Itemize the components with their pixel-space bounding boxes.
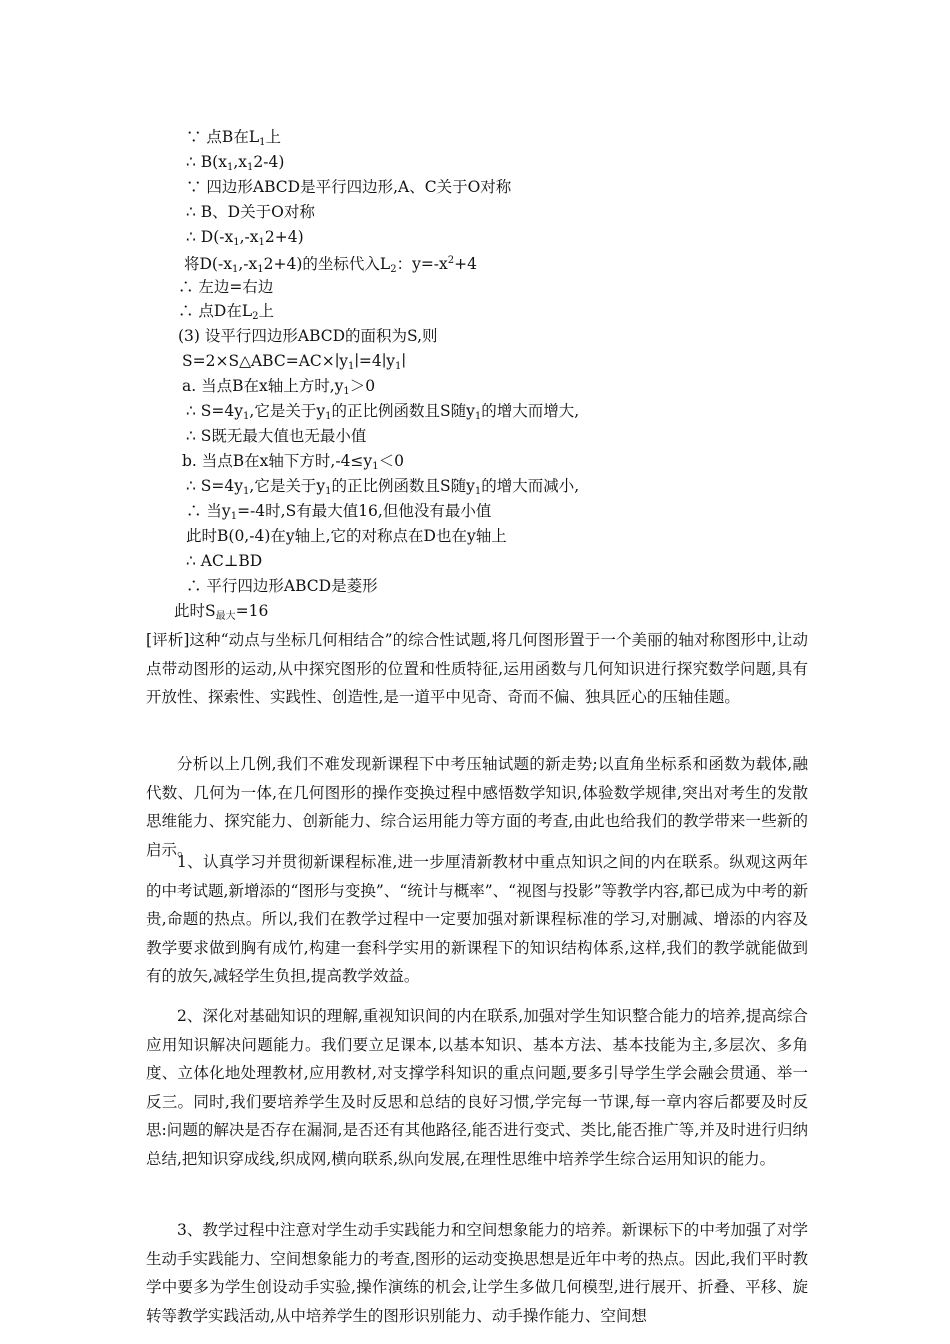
line-text: 的增大而减小, [481, 477, 580, 495]
line-text: ∴ 当y [186, 502, 231, 520]
analysis-paragraph: 分析以上几例,我们不难发现新课程下中考压轴试题的新走势;以直角坐标系和函数为载体,融代数、几何为一体,在几何图形的操作变换过程中感悟数学知识,体验数学规律,突出对考生的发散思维能力、探究能力、创新能力、综合运用能力等方面的考查,由此也给我们的教学带来一些新的启示。 [146, 755, 808, 859]
subscript: 1 [325, 411, 332, 422]
line-text: ,它是关于y [249, 477, 326, 495]
subscript: 1 [343, 386, 350, 397]
subscript: 1 [243, 411, 250, 422]
derivation-line [186, 127, 281, 153]
line-text: ,-x [238, 255, 258, 273]
point-1-paragraph: 1、认真学习并贯彻新课程标准,进一步厘清新教材中重点知识之间的内在联系。纵观这两年的中考试题,新增添的“图形与变换”、“统计与概率”、“视图与投影”等教学内容,都已成为中考的新贵,命题的热点。所以,我们在教学过程中一定要加强对新课程标准的学习,对删减、增添的内容及教学要求做到胸有成竹,构建一套科学实用的新课程下的知识结构体系,这样,我们的教学就能做到有的放矢,减轻学生负担,提高教学效益。 [146, 853, 808, 985]
line-text: 2+4)的坐标代入L [263, 255, 391, 273]
superscript: 2 [447, 255, 455, 266]
subscript: 1 [247, 162, 254, 173]
line-text: ∴ B(x [186, 153, 227, 171]
line-text: (3) 设平行四边形ABCD的面积为S,则 [178, 327, 438, 345]
line-text: 上 [258, 302, 275, 320]
derivation-line [182, 351, 406, 377]
line-text: b. 当点B在x轴下方时,-4≤y [182, 452, 373, 470]
line-text: 的增大而增大, [481, 402, 580, 420]
derivation-line [174, 601, 268, 627]
line-text: ∴ 平行四边形ABCD是菱形 [186, 577, 378, 595]
derivation-line [186, 227, 304, 253]
line-text: ,x [233, 153, 248, 171]
line-text: ,-x [239, 228, 259, 246]
subscript: 1 [395, 361, 402, 372]
line-text: 的正比例函数且S随y [331, 402, 475, 420]
derivation-line [186, 551, 262, 571]
subscript: 1 [231, 264, 239, 275]
derivation-line [186, 202, 315, 222]
derivation-line [186, 426, 366, 446]
subscript: 1 [257, 264, 264, 275]
subscript: 2 [252, 311, 259, 322]
line-text: ∴ S=4y [186, 402, 244, 420]
point-2-paragraph: 2、深化对基础知识的理解,重视知识间的内在联系,加强对学生知识整合能力的培养,提高综合应用知识解决问题能力。我们要立足课本,以基本知识、基本方法、基本技能为主,多层次、多角度、立体化地处理教材,应用教材,对支撑学科知识的重点问题,要多引导学生学会融会贯通、举一反三。同时,我们要培养学生及时反思和总结的良好习惯,学完每一节课,每一章内容后都要及时反思:问题的解决是否存在漏洞,是否还有其他路径,能否进行变式、类比,能否推广等,并及时进行归纳总结,把知识穿成线,织成网,横向联系,纵向发展,在理性思维中培养学生综合运用知识的能力。 [146, 1007, 808, 1168]
subscript: 2 [390, 264, 397, 275]
derivation-line [182, 376, 375, 402]
line-text: =16 [235, 602, 269, 620]
line-text: 此时B(0,-4)在y轴上,它的对称点在D也在y轴上 [186, 527, 507, 545]
line-text: 2-4) [253, 153, 285, 171]
derivation-line [186, 152, 284, 178]
line-text: 此时S [174, 602, 216, 620]
point-3-paragraph: 3、教学过程中注意对学生动手实践能力和空间想象能力的培养。新课标下的中考加强了对学生动手实践能力、空间想象能力的考查,图形的运动变换思想是近年中考的热点。因此,我们平时教学中要多为学生创设动手实验,操作演练的机会,让学生多做几何模型,进行展开、折叠、平移、旋转等教学实践活动,从中培养学生的图形识别能力、动手操作能力、空间想 [146, 1221, 808, 1325]
line-text: 2+4) [264, 228, 304, 246]
derivation-line [186, 177, 511, 197]
line-text: ∴ S=4y [186, 477, 244, 495]
subscript: 1 [348, 361, 355, 372]
line-text: S=2×S△ABC=AC×∣y [182, 352, 349, 370]
line-text: ∵ 四边形ABCD是平行四边形,A、C关于O对称 [186, 178, 512, 196]
derivation-line [178, 277, 273, 297]
line-text: ＜0 [378, 452, 404, 470]
line-text: 的正比例函数且S随y [331, 477, 475, 495]
subscript: 最大 [215, 611, 236, 622]
line-text: ∣ [401, 352, 406, 370]
line-text: =-4时,S有最大值16,但他没有最小值 [237, 502, 492, 520]
line-text: ：y=-x [396, 255, 448, 273]
line-text: a. 当点B在x轴上方时,y [182, 377, 344, 395]
line-text: ∴ B、D关于O对称 [186, 203, 315, 221]
line-text: ∣=4∣y [354, 352, 396, 370]
line-text: ∴ S既无最大值也无最小值 [186, 427, 367, 445]
derivation-line [178, 301, 274, 327]
subscript: 1 [259, 137, 266, 148]
derivation-line [186, 576, 378, 596]
line-text: ＞0 [349, 377, 376, 395]
review-paragraph: [评析]这种“动点与坐标几何相结合”的综合性试题,将几何图形置于一个美丽的轴对称图形中,让动点带动图形的运动,从中探究图形的位置和性质特征,运用函数与几何知识进行探究数学问题,具有开放性、探索性、实践性、创造性,是一道平中见奇、奇而不偏、独具匠心的压轴佳题。 [146, 631, 808, 706]
line-text: ∴ 左边=右边 [178, 278, 274, 296]
subscript: 1 [474, 486, 482, 497]
line-text: +4 [454, 255, 478, 273]
subscript: 1 [233, 237, 240, 248]
derivation-line [182, 451, 404, 477]
line-text: ∴ AC⊥BD [186, 552, 263, 570]
derivation-line [186, 501, 491, 527]
subscript: 1 [474, 411, 482, 422]
derivation-line [178, 326, 438, 346]
line-text: ,它是关于y [249, 402, 326, 420]
subscript: 1 [230, 511, 238, 522]
derivation-line [186, 476, 579, 502]
line-text: ∵ 点B在L [186, 128, 260, 146]
line-text: 上 [265, 128, 282, 146]
line-text: ∴ 点D在L [178, 302, 253, 320]
derivation-line [186, 526, 507, 546]
subscript: 1 [372, 461, 379, 472]
subscript: 1 [243, 486, 250, 497]
derivation-line [184, 251, 477, 280]
subscript: 1 [325, 486, 332, 497]
subscript: 1 [226, 162, 234, 173]
line-text: ∴ D(-x [186, 228, 234, 246]
subscript: 1 [258, 237, 265, 248]
derivation-line [186, 401, 579, 427]
line-text: 将D(-x [184, 255, 232, 273]
